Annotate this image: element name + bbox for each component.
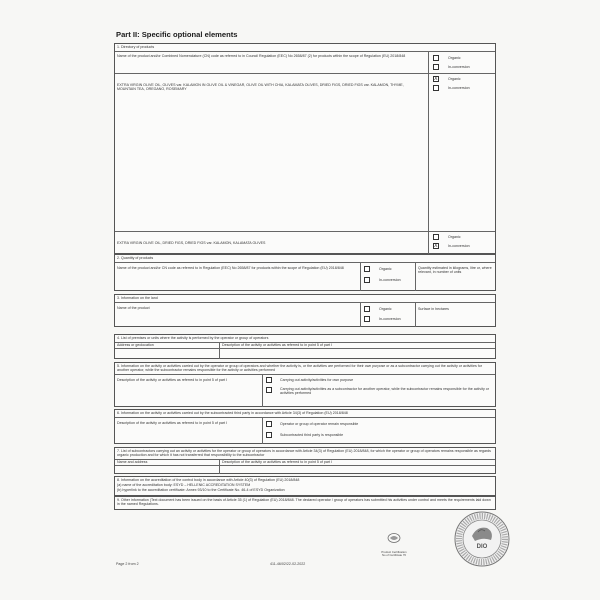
page-title: Part II: Specific optional elements [116,30,238,39]
checkbox-subcontractor[interactable] [266,387,272,393]
page-number: Page 2 from 2 [116,562,139,566]
column-name-address: Name and address [117,460,148,464]
section-heading: 5. Information on the activity or activities carried out by the operator or group of operators and whether the activity is, or the activities are performed for their own purpose or as a subcontractor carrying out the activity or activities for another operator, while the subcontractor remains responsible for the activity or activities performed [117,364,482,373]
label-organic: Organic [448,235,461,239]
label-in-conversion: In-conversion [379,317,401,321]
checkbox-third-party-responsible[interactable] [266,432,272,438]
checkbox-organic-checked[interactable]: X [434,76,438,82]
product-certification-logo [383,532,409,558]
label-organic: Organic [448,56,461,60]
seal-label: DIO [476,544,488,550]
section-directory-of-products [114,43,496,254]
checkbox-organic[interactable] [433,55,439,61]
checkbox-in-conversion[interactable] [433,64,439,70]
section-information-on-land [114,294,496,327]
section-heading: 2. Quantity of products [117,256,154,260]
dio-certification-seal [453,510,511,568]
label-operator-responsible: Operator or group of operator remain responsible [280,422,359,426]
document-code: 411-46/02/22-02-2022 [270,562,306,566]
column-activity-description: Description of the activity or activities as referred to in point 5 of part I [222,343,333,347]
surface-label: Surface in hectares [418,307,449,311]
label-in-conversion: In-conversion [448,65,470,69]
label-organic: Organic [448,77,461,81]
section-heading: 4. List of premises or units where the activity is performed by the operator or group of operators [117,336,269,340]
products-list-a: EXTRA VIRGIN OLIVE OIL, OLIVES var. KALAMON IN OLIVE OIL & VINEGAR, OLIVE OIL WITH CHIA, KALAMATA OLIVES, DRIED FIGS, DRIED FIGS var. KALAMON, THYME, MOUNTAIN TEA, OREGANO, ROSEMARY [117,83,404,92]
product-name-label: Name of the product [117,306,150,310]
label-third-party-responsible: Subcontracted third party is responsible [280,433,344,437]
section-activities-operator [114,362,496,407]
label-organic: Organic [379,307,392,311]
section-heading: 6. Information on the activity or activities carried out by the subcontracted third party in accordance with Article 34(3) of Regulation (EU) 2018/848 [117,411,348,415]
accreditation-hyperlink[interactable]: (b) hyperlink to the accreditation certificate: Annex 93/10 to the Certificate No. 46-4 of ESYD Organization [117,488,285,492]
products-list-b: EXTRA VIRGIN OLIVE OIL, DRIED FIGS, DRIED FIGS var. KALAMON, KALAMATA OLIVES [117,241,266,245]
checkbox-in-conversion-checked[interactable]: X [434,243,438,249]
product-name-question: Name of the product and/or CN code as referred to in Regulation (EEC) No 2658/87 for products within the scope of Regulation (EU) 2018/848 [117,266,344,270]
section-heading: 8. Information on the accreditation of the control body in accordance with Article 40(3) of Regulation (EU) 2018/848 [117,478,300,482]
checkbox-organic[interactable] [364,306,370,312]
label-own-purpose: Carrying out activity/activities for own purpose [280,378,354,382]
checkbox-in-conversion[interactable] [433,85,439,91]
label-in-conversion: In-conversion [448,244,470,248]
checkbox-operator-responsible[interactable] [266,421,272,427]
section-quantity-of-products [114,254,496,291]
label-in-conversion: In-conversion [448,86,470,90]
dio-seal-icon [453,510,511,568]
section-accreditation [114,476,496,496]
section-heading: 3. Information on the land [117,296,158,300]
mini-logo-caption: Product Certification No of Certificate 76 [381,550,407,558]
checkbox-organic[interactable] [364,266,370,272]
accreditation-body: (a) name of the accreditation body: ESYD – HELLENIC ACCREDITATION SYSTEM [117,483,251,487]
section-list-of-subcontractors [114,447,496,474]
activity-description-label: Description of the activity or activities as referred to in point 5 of part I [117,378,228,382]
product-name-question: Name of the product and/or Combined Nomenclature (CN) code as referred to in Council Regulation (EEC) No 2658/87 (2) for products within the scope of Regulation (EU) 2018/848 [117,54,406,58]
column-activity-description: Description of the activity or activities as referred to in point 5 of part I [222,460,333,464]
certification-mark-icon [383,532,405,546]
quantity-label: Quantity estimated in kilograms, litre or, where relevant, in number of units [418,266,492,275]
section-other-information [114,496,496,510]
label-subcontractor: Carrying out activity/activities as a subcontractor for another operator, while the subcontractor remains responsible for the activity or activities performed [280,387,489,396]
section-subcontracted-third-party [114,409,496,444]
section-heading: 7. List of subcontractors carrying out an activity or activities for the operator or group of operators in accordance with Article 34(3) of Regulation (EU) 2018/848, for which the operator or group of operators remains responsible as regards organic production and for which it has not transferred that responsibility to the subcontractor [117,449,491,458]
section-list-of-premises [114,334,496,359]
section-heading: 9. Other information (Text document has been issued on the basis of Article 35 (1) of Regulation (EU) 2018/848. The declared operator / group of operators has submitted his activities under control and meets the requirements laid down in the named Regulations. [117,498,491,507]
checkbox-in-conversion[interactable] [364,316,370,322]
label-organic: Organic [379,267,392,271]
column-address: Address or geolocation [117,343,154,347]
checkbox-in-conversion[interactable] [364,277,370,283]
checkbox-own-purpose[interactable] [266,377,272,383]
checkbox-organic[interactable] [433,234,439,240]
label-in-conversion: In-conversion [379,278,401,282]
section-heading: 1. Directory of products [117,45,155,49]
activity-description-label: Description of the activity or activities as referred to in point 5 of part I [117,421,228,425]
